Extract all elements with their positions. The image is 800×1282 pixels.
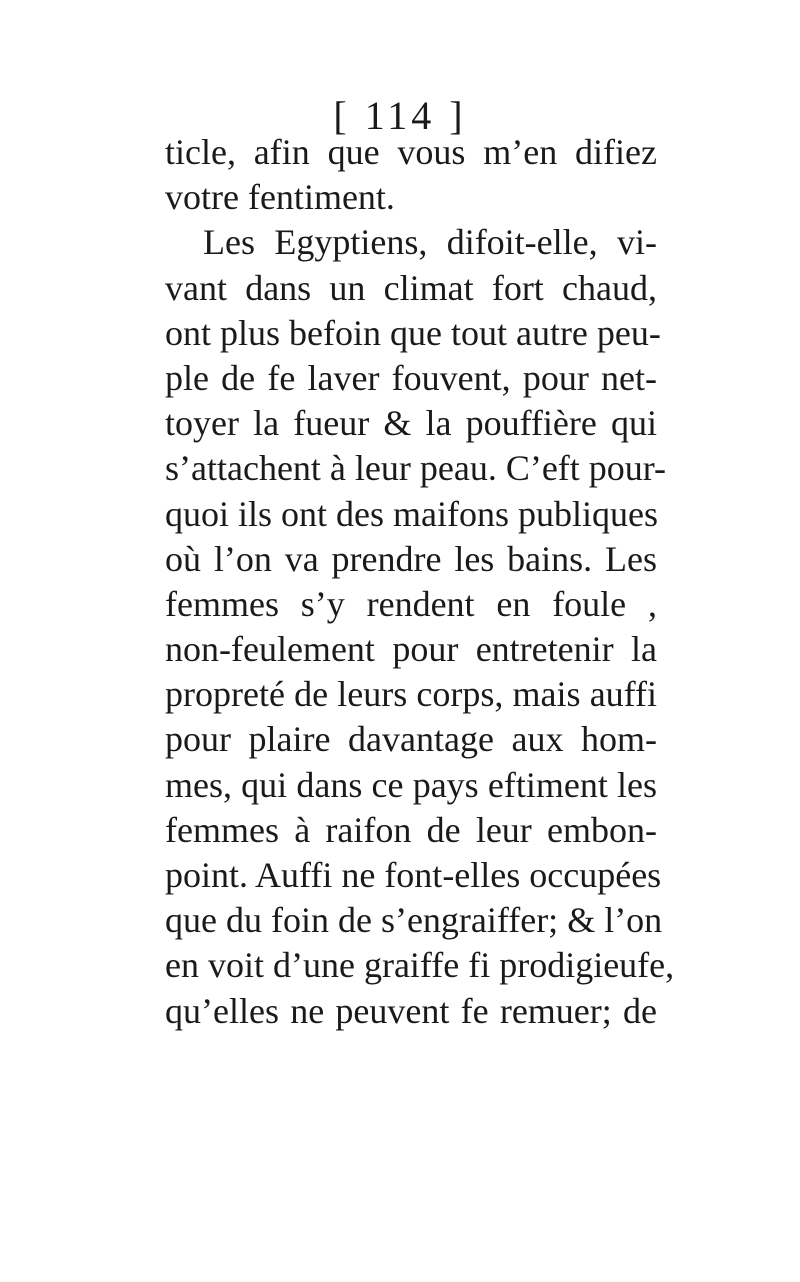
body-text <box>165 130 675 1034</box>
text-line: vant dans un climat fort chaud, <box>165 267 657 308</box>
text-line: votre fentiment. <box>165 177 395 218</box>
page-number: [ 114 ] <box>333 93 467 138</box>
text-line: ticle, afin que vous m’en difiez <box>165 132 657 172</box>
text-line: où l’on va prendre les bains. Les <box>165 538 657 579</box>
text-line: quoi ils ont des maifons publiques <box>165 493 658 534</box>
text-line: ont plus befoin que tout autre peu- <box>165 312 661 353</box>
text-line: femmes à raifon de leur embon- <box>165 809 657 850</box>
text-line: mes, qui dans ce pays eftiment les <box>165 764 657 805</box>
text-line: toyer la fueur & la pouffière qui <box>165 403 657 444</box>
text-line: non-feulement pour entretenir la <box>165 629 657 670</box>
text-line: Les Egyptiens, difoit-elle, vi- <box>203 222 657 263</box>
text-line: en voit d’une graiffe fi prodigieufe, <box>165 945 675 986</box>
text-line: s’attachent à leur peau. C’eft pour- <box>165 448 667 489</box>
text-line: point. Auffi ne font-elles occupées <box>165 855 662 895</box>
text-line: que du foin de s’engraiffer; & l’on <box>165 900 663 941</box>
text-line: ple de fe laver fouvent, pour net- <box>165 357 657 398</box>
text-line: pour plaire davantage aux hom- <box>165 719 657 760</box>
text-line: femmes s’y rendent en foule , <box>165 583 657 624</box>
text-line: qu’elles ne peuvent fe remuer; de <box>165 990 657 1031</box>
text-line: propreté de leurs corps, mais auffi <box>165 674 657 715</box>
